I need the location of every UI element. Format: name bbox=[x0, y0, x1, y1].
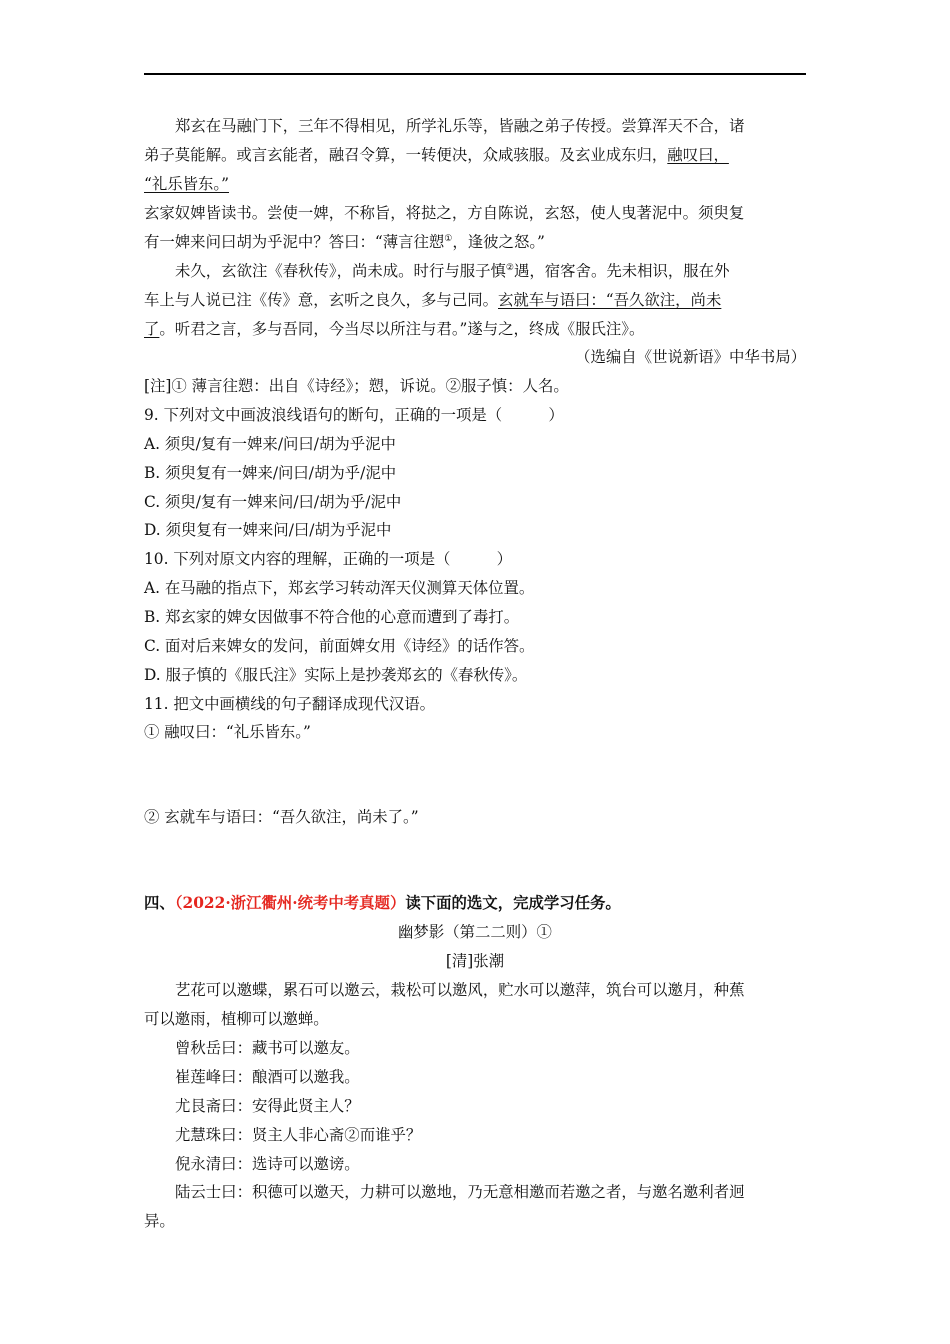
passage-line: 异。 bbox=[144, 1212, 175, 1230]
question-11-item-1: ① 融叹曰：“礼乐皆东。” bbox=[144, 723, 311, 741]
question-9-option-d: D. 须臾复有一婢来问/曰/胡为乎泥中 bbox=[144, 521, 392, 539]
passage-line: 玄家奴婢皆读书。尝使一婢，不称旨，将挞之，方自陈说，玄怒，使人曳著泥中。须臾复 bbox=[144, 204, 745, 222]
underlined-sentence: “礼乐皆东。” bbox=[144, 175, 229, 193]
passage-line: 可以邀雨，植柳可以邀蝉。 bbox=[144, 1010, 329, 1028]
passage-line: 未久，玄欲注《春秋传》，尚未成。时行与服子慎②遇，宿客舍。先未相识，服在外 bbox=[175, 262, 730, 280]
question-9-option-b: B. 须臾复有一婢来/问曰/胡为乎/泥中 bbox=[144, 464, 397, 482]
passage-source: （选编自《世说新语》中华书局） bbox=[575, 348, 806, 366]
passage-line: 了。听君之言，多与吾同，今当尽以所注与君。”遂与之，终成《服氏注》。 bbox=[144, 320, 645, 338]
passage-line: 艺花可以邀蝶，累石可以邀云，栽松可以邀风，贮水可以邀萍，筑台可以邀月，种蕉 bbox=[175, 981, 745, 999]
question-10-stem: 10. 下列对原文内容的理解，正确的一项是（ ） bbox=[144, 550, 512, 568]
section-4-heading: 四、（2022·浙江衢州·统考中考真题）读下面的选文，完成学习任务。 bbox=[144, 894, 621, 912]
underlined-sentence: 了 bbox=[144, 320, 160, 338]
underlined-sentence: 融叹曰， bbox=[667, 146, 729, 164]
poem-author: [清]张潮 bbox=[445, 952, 505, 970]
footnote: [注]① 薄言往愬：出自《诗经》；愬，诉说。②服子慎：人名。 bbox=[144, 377, 569, 395]
passage-line: 弟子莫能解。或言玄能者，融召令算，一转便决，众咸骇服。及玄业成东归，融叹曰， bbox=[144, 146, 729, 164]
passage-line: 陆云士曰：积德可以邀天，力耕可以邀地，乃无意相邀而若邀之者，与邀名邀利者迥 bbox=[175, 1183, 745, 1201]
underlined-sentence: 玄就车与语曰：“吾久欲注，尚未 bbox=[498, 291, 722, 309]
question-10-option-c: C. 面对后来婢女的发问，前面婢女用《诗经》的话作答。 bbox=[144, 637, 535, 655]
question-9-option-c: C. 须臾/复有一婢来问/曰/胡为乎/泥中 bbox=[144, 493, 402, 511]
exam-source: （2022·浙江衢州·统考中考真题） bbox=[174, 894, 406, 912]
question-9-option-a: A. 须臾/复有一婢来/问曰/胡为乎泥中 bbox=[144, 435, 396, 453]
header-rule bbox=[144, 73, 806, 75]
question-10-option-a: A. 在马融的指点下，郑玄学习转动浑天仪测算天体位置。 bbox=[144, 579, 535, 597]
passage-line: 郑玄在马融门下，三年不得相见，所学礼乐等，皆融之弟子传授。尝算浑天不合，诸 bbox=[175, 117, 745, 135]
question-11-stem: 11. 把文中画横线的句子翻译成现代汉语。 bbox=[144, 695, 436, 713]
passage-line: 尤艮斋曰：安得此贤主人？ bbox=[175, 1097, 360, 1115]
question-9-stem: 9. 下列对文中画波浪线语句的断句，正确的一项是（ ） bbox=[144, 406, 564, 424]
passage-line: 崔莲峰曰：酿酒可以邀我。 bbox=[175, 1068, 360, 1086]
passage-line: 有一婢来问曰胡为乎泥中？答曰：“薄言往愬①，逢彼之怒。” bbox=[144, 233, 545, 251]
footnote-mark: ② bbox=[505, 262, 514, 273]
passage-line: 曾秋岳曰：藏书可以邀友。 bbox=[175, 1039, 360, 1057]
question-10-option-b: B. 郑玄家的婢女因做事不符合他的心意而遭到了毒打。 bbox=[144, 608, 520, 626]
question-11-item-2: ② 玄就车与语曰：“吾久欲注，尚未了。” bbox=[144, 808, 419, 826]
question-10-option-d: D. 服子慎的《服氏注》实际上是抄袭郑玄的《春秋传》。 bbox=[144, 666, 528, 684]
passage-line bbox=[144, 174, 806, 194]
passage-line: 倪永清曰：选诗可以邀谤。 bbox=[175, 1155, 360, 1173]
passage-line: 车上与人说已注《传》意，玄听之良久，多与己同。玄就车与语曰：“吾久欲注，尚未 bbox=[144, 291, 722, 309]
passage-line: 尤慧珠曰：贤主人非心斋②而谁乎？ bbox=[175, 1126, 422, 1144]
footnote-mark: ① bbox=[444, 233, 453, 244]
poem-title: 幽梦影（第二二则）① bbox=[398, 923, 552, 941]
